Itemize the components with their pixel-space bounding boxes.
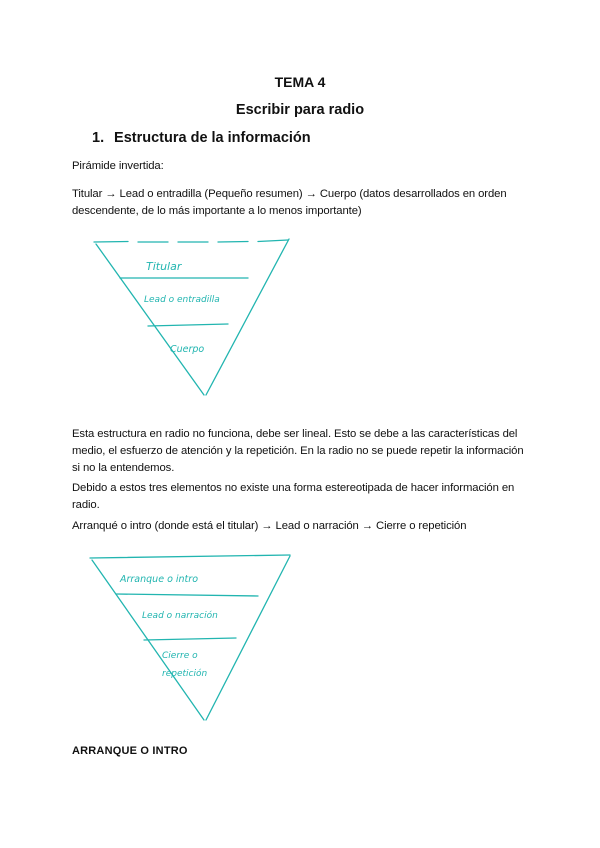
pyramid-1-label-titular: Titular (146, 260, 182, 273)
pyramid-2-divider-1 (116, 594, 258, 596)
section-number: 1. (92, 130, 105, 146)
pyramid-2-divider-2 (144, 638, 236, 640)
pyramid-2-label-arranque: Arranque o intro (120, 574, 199, 585)
section-heading (92, 130, 311, 146)
inverted-pyramid-diagram-1 (88, 232, 298, 404)
paragraph-debido: Debido a estos tres elementos no existe una forma estereotipada de hacer información en radio. (72, 482, 515, 511)
document-subtitle: Escribir para radio (235, 102, 365, 118)
pyramid-2-label-repeticion: repetición (162, 669, 208, 679)
pyramid-1-label-lead: Lead o entradilla (144, 295, 220, 305)
pyramid-2-label-lead: Lead o narración (142, 611, 218, 621)
pyramid-2-label-cierre: Cierre o (162, 651, 198, 661)
paragraph-piramide: Pirámide invertida: (72, 160, 164, 172)
document-title: TEMA 4 (274, 74, 326, 90)
section-title: Estructura de la información (114, 130, 311, 146)
pyramid-1-right-side (206, 239, 289, 395)
pyramid-1-divider-2 (148, 324, 228, 326)
pyramid-1-top-line (94, 240, 288, 242)
paragraph-arranque-flow: Arranqué o intro (donde está el titular) → Lead o narración → Cierre o repetición (72, 520, 467, 532)
paragraph-estructura: Esta estructura en radio no funciona, debe ser lineal. Esto se debe a las características del medio, el esfuerzo de atención y la repetición. En la radio no se puede repetir la información si no la entendemos. (72, 428, 524, 474)
paragraph-titular-flow: Titular → Lead o entradilla (Pequeño resumen) → Cuerpo (datos desarrollados en orden descendente, de lo más importante a lo menos importante) (72, 188, 507, 217)
pyramid-2-top-line (90, 555, 290, 558)
inverted-pyramid-diagram-2 (86, 548, 296, 728)
subheading-arranque: ARRANQUE O INTRO (72, 745, 188, 757)
pyramid-1-label-cuerpo: Cuerpo (170, 344, 205, 355)
